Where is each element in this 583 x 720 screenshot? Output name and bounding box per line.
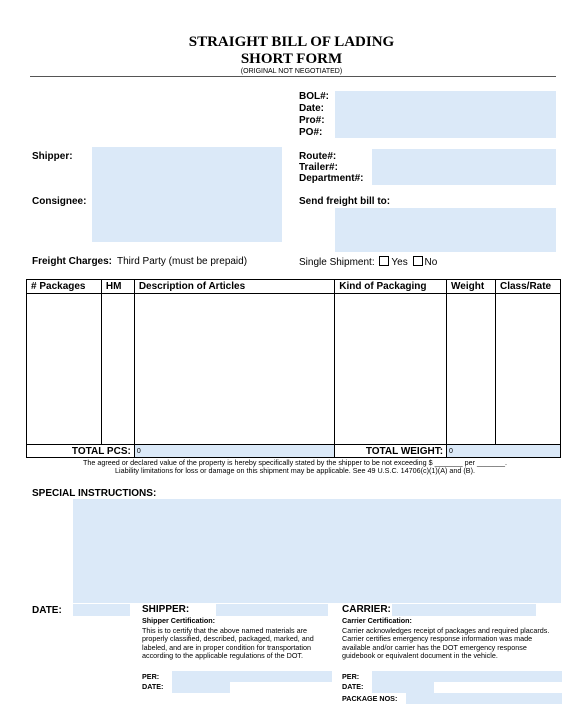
special-instructions-field[interactable] — [73, 499, 561, 603]
date-footer-label: DATE: — [32, 605, 62, 616]
yes-label: Yes — [391, 257, 408, 268]
date-label: Date: — [299, 103, 325, 114]
shipper-per-label: PER: — [142, 672, 160, 681]
weight-cell[interactable] — [447, 294, 496, 445]
route-label: Route#: — [299, 151, 337, 162]
shipper-date-field[interactable] — [172, 682, 230, 693]
reference-fields[interactable] — [335, 91, 556, 138]
shipper-cert-title: Shipper Certification: — [142, 616, 216, 625]
package-nos-label: PACKAGE NOS: — [342, 694, 398, 703]
shipper-consignee-field[interactable] — [92, 147, 282, 242]
declared-value-line1: The agreed or declared value of the property is hereby specifically stated by the shipper to be not exceeding $ _______ per _______. — [83, 458, 507, 467]
col-description: Description of Articles — [134, 280, 334, 294]
declared-value-line2: Liability limitations for loss or damage on this shipment may be applicable. See 49 U.S.C. 14706(c)(1)(A) and (B). — [115, 466, 475, 476]
shipper-name-field[interactable] — [216, 604, 328, 616]
hm-cell[interactable] — [101, 294, 134, 445]
date-footer-field[interactable] — [73, 604, 130, 616]
no-label: No — [424, 257, 438, 268]
class-rate-cell[interactable] — [495, 294, 560, 445]
shipper-label: Shipper: — [32, 151, 73, 162]
send-bill-label: Send freight bill to: — [299, 196, 391, 207]
pro-label: Pro#: — [299, 115, 325, 126]
header-divider — [30, 76, 556, 77]
freight-charges-value: Third Party (must be prepaid) — [117, 256, 248, 267]
total-pcs-value[interactable]: 0 — [134, 445, 334, 458]
consignee-label: Consignee: — [32, 196, 87, 207]
col-class-rate: Class/Rate — [495, 280, 560, 294]
bol-label: BOL#: — [299, 91, 329, 102]
carrier-name-field[interactable] — [392, 604, 536, 616]
total-weight-value[interactable]: 0 — [447, 445, 561, 458]
carrier-heading: CARRIER: — [342, 604, 391, 615]
send-bill-field[interactable] — [335, 208, 556, 252]
form-note: (ORIGINAL NOT NEGOTIATED) — [240, 68, 343, 75]
description-cell[interactable] — [134, 294, 334, 445]
special-instructions-label: SPECIAL INSTRUCTIONS: — [32, 488, 157, 499]
single-shipment-label: Single Shipment: — [299, 257, 375, 268]
carrier-date-label: DATE: — [342, 682, 364, 691]
shipper-heading: SHIPPER: — [142, 604, 190, 615]
col-weight: Weight — [447, 280, 496, 294]
carrier-cert-text: Carrier acknowledges receipt of packages and required placards. Carrier certifies emergency response information was made available and/or carrier has the DOT emergency response guidebook or equivalent document in the vehicle. — [342, 626, 550, 661]
carrier-date-field[interactable] — [372, 682, 434, 693]
shipper-per-field[interactable] — [172, 671, 332, 682]
col-packaging: Kind of Packaging — [335, 280, 447, 294]
declared-value-text — [60, 459, 530, 476]
packaging-cell[interactable] — [335, 294, 447, 445]
carrier-per-field[interactable] — [372, 671, 562, 682]
carrier-cert-title: Carrier Certification: — [342, 616, 412, 625]
po-label: PO#: — [299, 127, 323, 138]
department-label: Department#: — [299, 173, 364, 184]
total-pcs-label: TOTAL PCS: — [27, 445, 135, 458]
carrier-per-label: PER: — [342, 672, 360, 681]
route-field[interactable] — [372, 149, 556, 185]
col-packages: # Packages — [27, 280, 102, 294]
shipper-date-label: DATE: — [142, 682, 164, 691]
shipper-cert-text: This is to certify that the above named materials are properly classified, described, packaged, marked, and labeled, and are in proper condition for transportation according to the applicable regulations of the DOT. — [142, 626, 314, 661]
form-title: STRAIGHT BILL OF LADING — [188, 34, 395, 50]
yes-checkbox[interactable] — [379, 256, 389, 266]
packages-cell[interactable] — [27, 294, 102, 445]
freight-charges-label: Freight Charges: — [32, 256, 113, 267]
no-checkbox[interactable] — [413, 256, 423, 266]
col-hm: HM — [101, 280, 134, 294]
trailer-label: Trailer#: — [299, 162, 338, 173]
single-shipment — [299, 256, 437, 268]
package-nos-field[interactable] — [406, 693, 562, 704]
form-subtitle-title: SHORT FORM — [240, 51, 343, 67]
articles-table — [26, 279, 561, 458]
total-weight-label: TOTAL WEIGHT: — [335, 445, 447, 458]
